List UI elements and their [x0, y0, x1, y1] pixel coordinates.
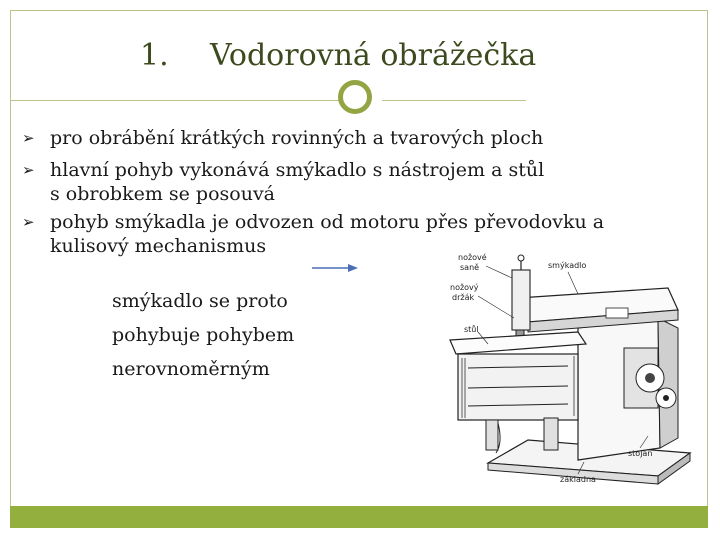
- caption: [112, 284, 294, 386]
- caption-line: pohybuje pohybem: [112, 324, 295, 346]
- figure-label-nozove-sane: nožové: [458, 253, 487, 262]
- arrow-bullet-icon: ➢: [22, 129, 35, 147]
- title-divider-right: [382, 100, 526, 101]
- bullet-text: pohyb smýkadla je odvozen od motoru přes převodovku a: [50, 211, 605, 233]
- title-text: Vodorovná obrážečka: [210, 38, 537, 73]
- footer-bar: [10, 506, 708, 528]
- figure-label-nozovy-drzak-2: držák: [452, 293, 475, 302]
- bullet-text: pro obrábění krátkých rovinných a tvarových ploch: [50, 127, 544, 149]
- title-number: 1.: [140, 38, 169, 73]
- slide-title: [0, 38, 720, 78]
- bullet-text-continuation: s obrobkem se posouvá: [50, 183, 276, 205]
- figure-label-nozove-sane-2: saně: [460, 263, 480, 272]
- title-divider-left: [10, 100, 340, 101]
- figure-label-smykadlo: smýkadlo: [548, 261, 587, 270]
- arrow-right-icon: [312, 262, 358, 274]
- figure-label-stojan: stojan: [628, 449, 653, 458]
- bullet-text-continuation: kulisový mechanismus: [50, 235, 267, 257]
- circle-ornament-icon: [338, 80, 372, 114]
- bullet-text: hlavní pohyb vykonává smýkadlo s nástrojem a stůl: [50, 159, 545, 181]
- figure-label-stul: stůl: [464, 325, 479, 334]
- arrow-bullet-icon: ➢: [22, 161, 35, 179]
- bullet-item: [20, 122, 684, 154]
- caption-line: nerovnoměrným: [112, 358, 270, 380]
- caption-line: smýkadlo se proto: [112, 290, 288, 312]
- figure-label-nozovy-drzak: nožový: [450, 283, 479, 292]
- bullet-item: [20, 154, 684, 206]
- arrow-bullet-icon: ➢: [22, 213, 35, 231]
- shaping-machine-illustration: [428, 248, 698, 498]
- bullet-list: [20, 122, 684, 258]
- figure-label-zakladna: základna: [560, 475, 596, 484]
